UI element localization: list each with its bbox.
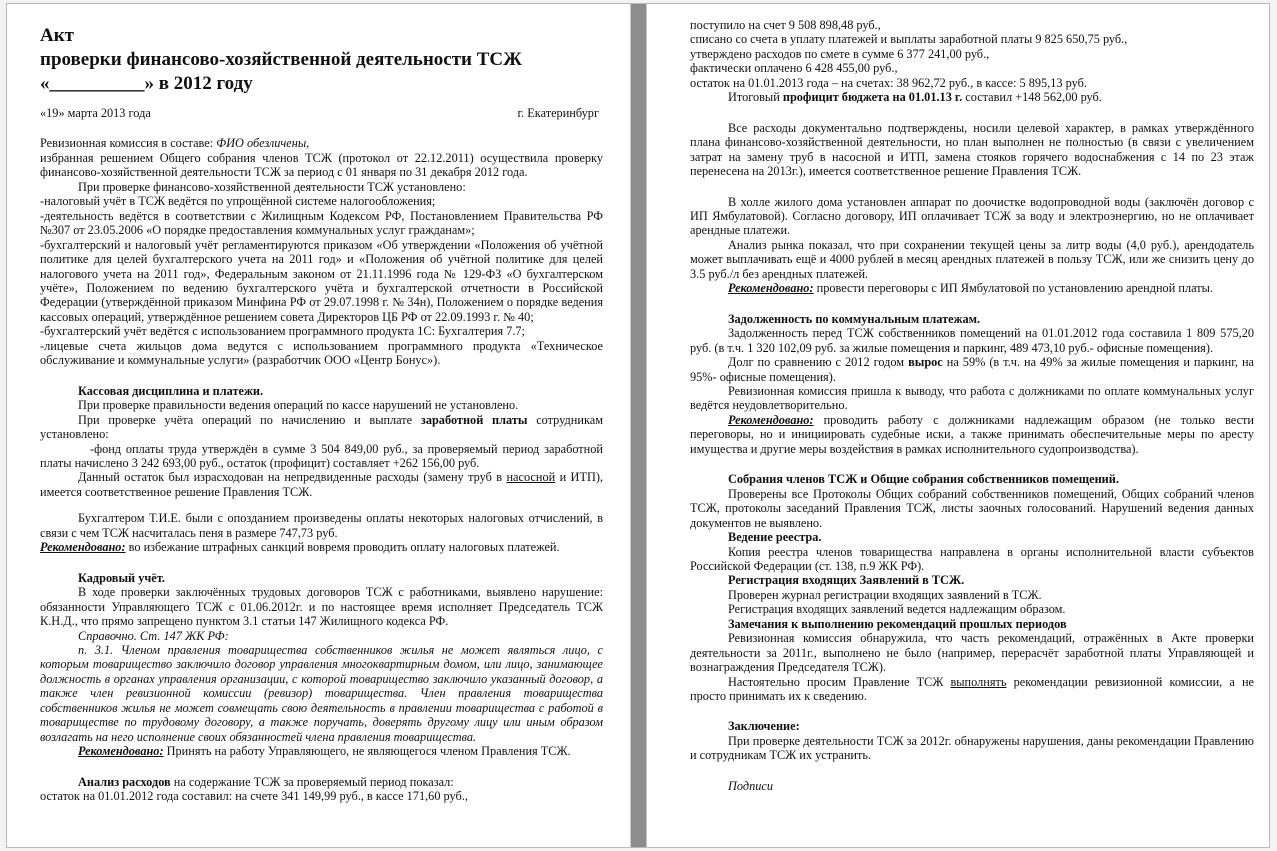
paragraph: Задолженность перед ТСЖ собственников помещений на 01.01.2012 года составила 1 809 575,20 руб. (в т.ч. 1 320 102,09 руб. за жилые помещения и паркинг, 489 473,10 руб.- офисные помещения). — [690, 326, 1254, 355]
recommendation-label: Рекомендовано: — [78, 744, 164, 759]
section-heading-conclusion: Заключение: — [728, 719, 800, 734]
bold-span: заработной платы — [420, 412, 528, 427]
paragraph — [690, 355, 1254, 384]
paragraph: остаток на 01.01.2013 года – на счетах: 38 962,72 руб., в кассе: 5 895,13 руб. — [690, 75, 1087, 90]
paragraph: поступило на счет 9 508 898,48 руб., — [690, 18, 881, 32]
paragraph: -фонд оплаты труда утверждён в сумме 3 504 849,00 руб., за проверяемый период заработной платы начислено 3 242 693,00 руб., остаток (профицит) составляет +262 156,00 руб. — [40, 441, 603, 470]
paragraph: Копия реестра членов товарищества направлена в органы исполнительной власти субъектов Российской Федерации (ст. 138, п.9 ЖК РФ). — [690, 544, 1254, 573]
doc-title-1: Акт — [40, 25, 75, 46]
text-span: проводить работу с должниками надлежащим образом (не только вести переговоры, но и инициировать судебные иски, а также принимать обеспечительные меры по аресту имущества и другие меры воздействия в рамках исполнительного судопроизводства). — [690, 412, 1254, 456]
recommendation-label: Рекомендовано: — [40, 540, 126, 555]
paragraph: В холле жилого дома установлен аппарат по доочистке водопроводной воды (заключён договор с ИП Ямбулатовой). Согласно договору, ИП оплачивает ТСЖ за воду и электроэнергию, но не оплачивает арендные платежи. — [690, 194, 1254, 238]
paragraph — [40, 470, 603, 499]
expense-analysis — [40, 775, 603, 789]
recommendation — [690, 413, 1254, 456]
paragraph: При проверке правильности ведения операций по кассе нарушений не установлено. — [78, 398, 519, 413]
list-item: -деятельность ведётся в соответствии с Жилищным Кодексом РФ, Постановлением Правительства РФ №307 от 23.05.2006 «О порядке предоставления коммунальных услуг гражданам»; — [40, 208, 603, 238]
paragraph: Все расходы документально подтверждены, носили целевой характер, в рамках утверждённого плана финансово-хозяйственной деятельности, но план выполнен не полностью (в связи с увеличением затрат на замену труб в насосной и ИТП, замена стояков горячего водоснабжения с 14 по 23 этаж перенесена на 2013г.), имеется соответственное решение Правления ТСЖ. — [690, 120, 1254, 179]
paragraph: фактически оплачено 6 428 455,00 руб., — [690, 61, 898, 76]
paragraph: Бухгалтером Т.И.Е. были с опозданием произведены оплаты некоторых налоговых отчислений, в связи с чем ТСЖ насчиталась пеня в размере 747,73 руб. — [40, 511, 603, 540]
list-item: -налоговый учёт в ТСЖ ведётся по упрощённой системе налогообложения; — [40, 194, 436, 209]
doc-title-3: «__________» в 2012 году — [40, 73, 253, 94]
page-right — [690, 4, 1254, 849]
bold-span: профицит бюджета на 01.01.13 г. — [782, 90, 963, 105]
list-item: -бухгалтерский и налоговый учёт регламентируются приказом «Об утверждении «Положения об учётной политике для целей бухгалтерского учета на 2011 год» и «Положения об учётной политике для целей налогового учета на 2011 год», Федеральным законом от 21.11.1996 года № 129-ФЗ «О бухгалтерском учёте», Положением по ведению бухгалтерского учёта и бухгалтерской отчетности в Российской Федерации (утверждённой приказом Минфина РФ от 29.07.1998 г. № 34н), Положением о порядке ведения кассовых операций, утверждённое решением совета Директоров ЦБ РФ от 22.09.1993 г. № 40; — [40, 237, 603, 324]
paragraph: В ходе проверки заключённых трудовых договоров ТСЖ с работниками, выявлено нарушение: обязанности Управляющего ТСЖ с 01.06.2012г. и по настоящее время исполняет Председатель ТСЖ К.Н.Д., что прямо запрещено пунктом 3.1 статьи 147 Жилищного кодекса РФ. — [40, 585, 603, 629]
paragraph: утверждено расходов по смете в сумме 6 377 241,00 руб., — [690, 46, 990, 61]
underlined-span: насосной — [506, 470, 556, 485]
paragraph: При проверке деятельности ТСЖ за 2012г. обнаружены нарушения, даны рекомендации Правлению и сотрудникам ТСЖ их устранить. — [690, 733, 1254, 763]
recommendation-label: Рекомендовано: — [728, 412, 814, 427]
paragraph: Анализ рынка показал, что при сохранении текущей цены за литр воды (4,0 руб.), арендодатель может выплачивать ещё и 4000 рублей в месяц арендных платежей в пользу ТСЖ, или же снизить цену до 3.5 руб./л без арендных платежей. — [690, 237, 1254, 281]
doc-city: г. Екатеринбург — [517, 106, 599, 120]
text-span: и ИТП), имеется соответственное решение Правления ТСЖ. — [40, 470, 603, 499]
signatures: Подписи — [728, 778, 773, 793]
text-span: При проверке учёта операций по начислению и выплате — [78, 412, 421, 427]
paragraph: остаток на 01.01.2012 года составил: на счете 341 149,99 руб., в кассе 171,60 руб., — [40, 789, 468, 804]
text-span: Настоятельно просим Правление ТСЖ — [728, 674, 951, 689]
section-heading-cash: Кассовая дисциплина и платежи. — [78, 383, 264, 398]
paragraph — [40, 413, 603, 442]
text-span: провести переговоры с ИП Ямбулатовой по установлению арендной платы. — [813, 281, 1213, 296]
section-heading-remarks: Замечания к выполнению рекомендаций прошлых периодов — [728, 616, 1067, 631]
paragraph: Проверен журнал регистрации входящих заявлений в ТСЖ. — [728, 587, 1042, 602]
recommendation — [40, 744, 603, 758]
paragraph — [690, 675, 1254, 704]
bold-span: вырос — [908, 355, 943, 370]
commission-label: Ревизионная комиссия в составе: — [40, 136, 217, 151]
budget-result — [690, 90, 1254, 104]
paragraph: избранная решением Общего собрания членов ТСЖ (протокол от 22.12.2011) осуществила проверку финансово-хозяйственной деятельности ТСЖ за период с 01 января по 31 декабря 2012 года. — [40, 150, 603, 180]
doc-title-2: проверки финансово-хозяйственной деятельности ТСЖ — [40, 49, 522, 70]
paragraph: Ревизионная комиссия обнаружила, что часть рекомендаций, отражённых в Акте проверки деятельности за 2011г., выполнено не было (например, перерасчёт заработной платы Управляющей и вознаграждения Председателя ТСЖ). — [690, 631, 1254, 675]
section-heading-registry: Ведение реестра. — [728, 530, 822, 545]
text-span: на 59% (в т.ч. на 49% за жилые помещения и паркинг, на 95%- офисные помещения). — [690, 355, 1254, 384]
paragraph: Регистрация входящих заявлений ведется надлежащим образом. — [728, 602, 1066, 617]
recommendation — [690, 281, 1254, 295]
list-item: -лицевые счета жильцов дома ведутся с использованием программного продукта «Техническое обслуживание и коммунальные услуги» (разработчик ООО «Центр Бонус»). — [40, 338, 603, 368]
recommendation-label: Рекомендовано: — [728, 281, 814, 296]
recommendation — [40, 540, 603, 554]
text-span: Принять на работу Управляющего, не являющегося членом Правления ТСЖ. — [163, 744, 571, 759]
section-heading-expense: Анализ расходов — [78, 774, 171, 789]
section-heading-staff: Кадровый учёт. — [78, 570, 165, 585]
text-span: во избежание штрафных санкций вовремя проводить оплату налоговых платежей. — [125, 540, 560, 555]
paragraph: списано со счета в уплату платежей и выплаты заработной платы 9 825 650,75 руб., — [690, 32, 1128, 47]
law-quote: п. 3.1. Членом правления товарищества собственников жилья не может являться лицо, с которым товарищество заключило договор управления многоквартирным домом, или лицо, занимающее должность в органах управления организации, с которой товарищество заключило указанный договор, а также член ревизионной комиссии (ревизор) товарищества. Член правления товарищества собственников жилья не может совмещать свою деятельность в правлении товарищества с работой в товариществе по трудовому договору, а также поручать, доверять другому лицу или иным образом возлагать на него исполнение своих обязанностей члена правления товарищества. — [40, 642, 603, 744]
text-span: составил +148 562,00 руб. — [962, 90, 1102, 105]
reference-note: Справочно. Ст. 147 ЖК РФ: — [78, 628, 229, 643]
text-span: сотрудникам установлено: — [40, 412, 603, 442]
paragraph: Ревизионная комиссия пришла к выводу, что работа с должниками по оплате коммунальных услуг ведётся неудовлетворительно. — [690, 383, 1254, 413]
page-divider — [630, 4, 647, 847]
text-span: Данный остаток был израсходован на непредвиденные расходы (замену труб в — [78, 470, 507, 485]
commission-names: ФИО обезличены, — [216, 136, 310, 151]
text-span: Итоговый — [728, 90, 783, 105]
underlined-span: выполнять — [950, 674, 1007, 689]
text-span: рекомендации ревизионной комиссии, а не просто принимать их к сведению. — [690, 674, 1254, 704]
doc-date: «19» марта 2013 года — [40, 106, 151, 120]
text-span: на содержание ТСЖ за проверяемый период показал: — [170, 774, 454, 789]
commission-line — [40, 136, 603, 150]
list-item: -бухгалтерский учёт ведётся с использованием программного продукта 1С: Бухгалтерия 7.7; — [40, 324, 525, 339]
section-heading-meetings: Собрания членов ТСЖ и Общие собрания собственников помещений. — [728, 472, 1119, 487]
page-left — [40, 4, 603, 849]
paragraph: Проверены все Протоколы Общих собраний собственников помещений, Общих собраний членов ТСЖ, протоколы заседаний Правления ТСЖ, листы заочных голосований. Нарушений ведения данных документов не выявлено. — [690, 486, 1254, 530]
date-row — [40, 106, 603, 120]
text-span: Долг по сравнению с 2012 годом — [728, 355, 909, 370]
section-heading-debt: Задолженность по коммунальным платежам. — [728, 311, 981, 326]
paragraph: При проверке финансово-хозяйственной деятельности ТСЖ установлено: — [78, 179, 466, 194]
section-heading-incoming: Регистрация входящих Заявлений в ТСЖ. — [728, 573, 965, 588]
